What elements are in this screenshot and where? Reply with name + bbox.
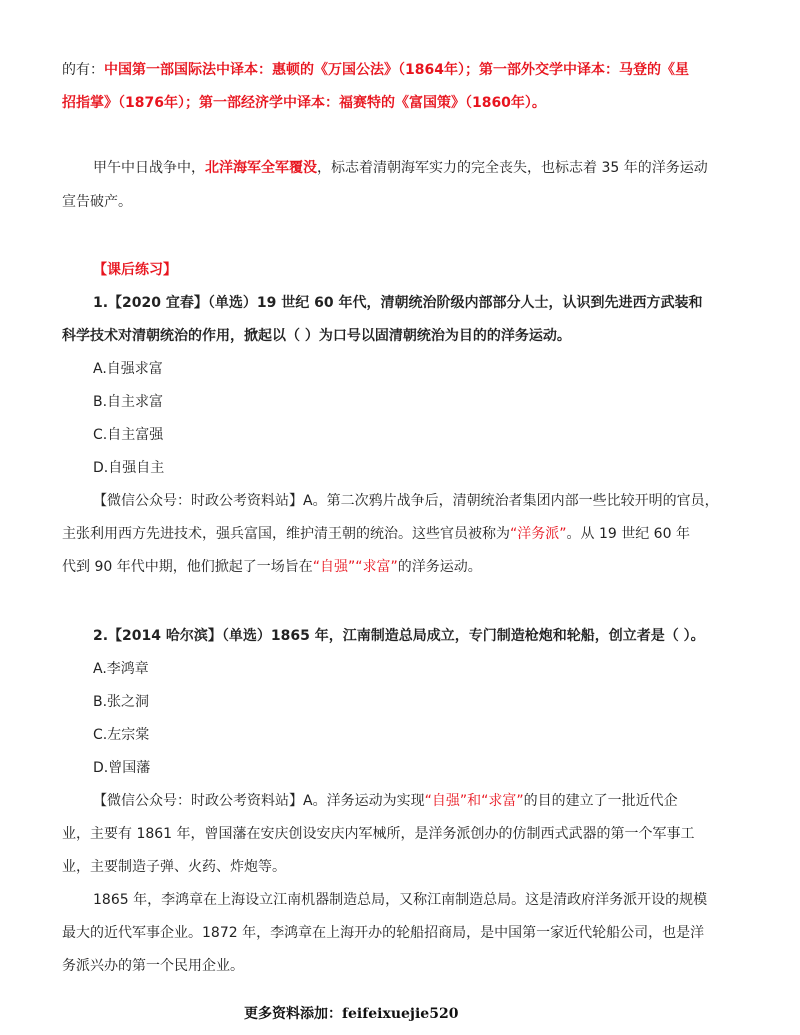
war-para-line-1 [93, 158, 708, 178]
q1-stem-line-1: 1.【2020 宜春】（单选）19 世纪 60 年代，清朝统治阶级内部部分人士，认识到先进西方武装和 [93, 295, 703, 311]
war-para-highlight: 北洋海军全军覆没 [205, 160, 317, 176]
q2-para-line-1: 1865 年，李鸿章在上海设立江南机器制造总局，又称江南制造总局。这是清政府洋务派开设的规模 [93, 892, 708, 908]
q1-option-c: C.自主富强 [93, 427, 164, 443]
q2-answer-line-1 [93, 791, 678, 811]
q2-option-a: A.李鸿章 [93, 661, 149, 677]
q2-option-c: C.左宗棠 [93, 727, 150, 743]
q2-answer-highlight: “自强”和“求富” [424, 793, 524, 809]
q1-option-d: D.自强自主 [93, 460, 165, 476]
q1-answer-text-d: 的洋务运动。 [397, 559, 482, 575]
q1-answer-text-a: 主张利用西方先进技术，强兵富国，维护清王朝的统治。这些官员被称为 [62, 526, 510, 542]
footer-contact: 更多资料添加：feifeixuejie520 [244, 1006, 459, 1022]
q2-answer-text-b: 的目的建立了一批近代企 [523, 793, 678, 809]
war-para-text-b: ，标志着清朝海军实力的完全丧失，也标志着 35 年的洋务运动 [317, 160, 708, 176]
intro-prefix: 的有： [62, 62, 104, 78]
q1-option-a: A.自强求富 [93, 361, 163, 377]
q1-answer-line-3 [62, 557, 482, 577]
war-para-text-a: 甲午中日战争中， [93, 160, 205, 176]
q2-para-line-2: 最大的近代军事企业。1872 年，李鸿章在上海开办的轮船招商局，是中国第一家近代轮船公司，也是洋 [62, 925, 705, 941]
q2-stem: 2.【2014 哈尔滨】（单选）1865 年，江南制造总局成立，专门制造枪炮和轮船，创立者是（ ）。 [93, 628, 705, 644]
q1-answer-text-c: 代到 90 年代中期，他们掀起了一场旨在 [62, 559, 313, 575]
intro-line-1 [62, 60, 689, 80]
q2-option-d: D.曾国藩 [93, 760, 151, 776]
q1-answer-highlight-1: “洋务派” [510, 526, 567, 542]
q2-answer-text-a: 【微信公众号：时政公考资料站】A。洋务运动为实现 [93, 793, 425, 809]
intro-line-2: 招指掌》（1876年）；第一部经济学中译本：福赛特的《富国策》（1860年）。 [62, 95, 546, 111]
war-para-line-2: 宣告破产。 [62, 194, 132, 210]
q2-answer-line-3: 业，主要制造子弹、火药、炸炮等。 [62, 859, 286, 875]
intro-highlight-1: 中国第一部国际法中译本：惠顿的《万国公法》（1864年）；第一部外交学中译本：马登的《星 [104, 62, 689, 78]
section-heading: 【课后练习】 [93, 262, 177, 278]
q1-option-b: B.自主求富 [93, 394, 164, 410]
q2-para-line-3: 务派兴办的第一个民用企业。 [62, 958, 244, 974]
q1-stem-line-2: 科学技术对清朝统治的作用，掀起以（ ）为口号以固清朝统治为目的的洋务运动。 [62, 328, 571, 344]
q1-answer-highlight-2: “自强”“求富” [312, 559, 398, 575]
q2-answer-line-2: 业，主要有 1861 年，曾国藩在安庆创设安庆内军械所，是洋务派创办的仿制西式武器的第一个军事工 [62, 826, 695, 842]
q1-answer-text-b: 。从 19 世纪 60 年 [566, 526, 690, 542]
q1-answer-line-1: 【微信公众号：时政公考资料站】A。第二次鸦片战争后，清朝统治者集团内部一些比较开明的官员， [93, 493, 719, 509]
q1-answer-line-2 [62, 524, 690, 544]
q2-option-b: B.张之洞 [93, 694, 150, 710]
